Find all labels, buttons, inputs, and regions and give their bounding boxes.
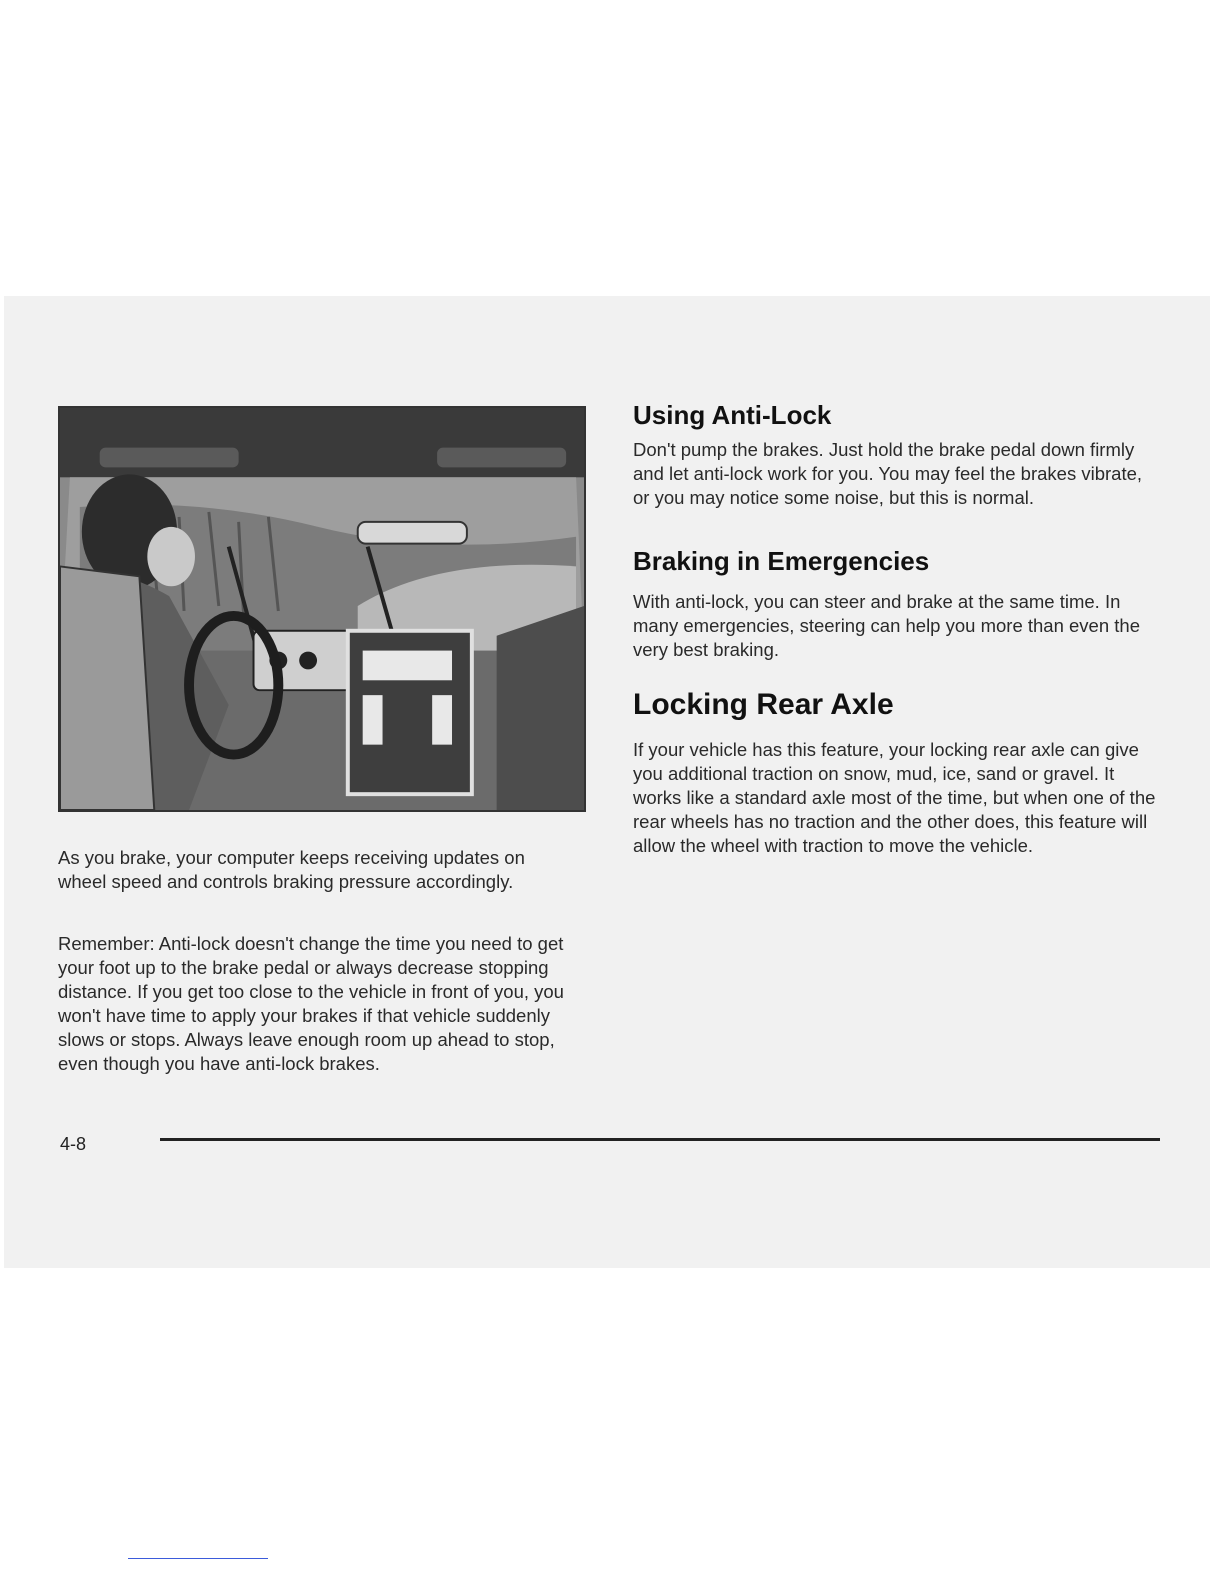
footer-rule: [160, 1138, 1160, 1141]
right-paragraph-2: With anti-lock, you can steer and brake at the same time. In many emergencies, steering can help you more than even the very best braking.: [633, 591, 1140, 660]
right-paragraph-1: Don't pump the brakes. Just hold the brake pedal down firmly and let anti-lock work for you. You may feel the brakes vibrate, or you may notice some noise, but this is normal.: [633, 439, 1143, 508]
heading-braking-in-emergencies: Braking in Emergencies: [633, 546, 930, 576]
left-paragraph-2: Remember: Anti-lock doesn't change the time you need to get your foot up to the brake pedal or always decrease stopping distance. If you get too close to the vehicle in front of you, you won't have time to apply your brakes if that vehicle suddenly slows or stops. Always leave enough room up ahead to stop, even though you have anti-lock brakes.: [58, 933, 564, 1074]
left-paragraph-1: As you brake, your computer keeps receiving updates on wheel speed and controls braking pressure accordingly.: [58, 847, 525, 892]
driver-braking-illustration: [58, 406, 586, 812]
heading-using-anti-lock: Using Anti-Lock: [633, 400, 832, 430]
bottom-link-underline: [128, 1558, 268, 1559]
heading-locking-rear-axle: Locking Rear Axle: [633, 688, 894, 721]
illustration-drawing: [60, 408, 584, 810]
page-number: 4-8: [60, 1134, 87, 1154]
right-paragraph-3: If your vehicle has this feature, your locking rear axle can give you additional traction on snow, mud, ice, sand or gravel. It works like a standard axle most of the time, but when one of the rear wheels has no traction and the other does, this feature will allow the wheel with traction to move the vehicle.: [633, 739, 1156, 856]
